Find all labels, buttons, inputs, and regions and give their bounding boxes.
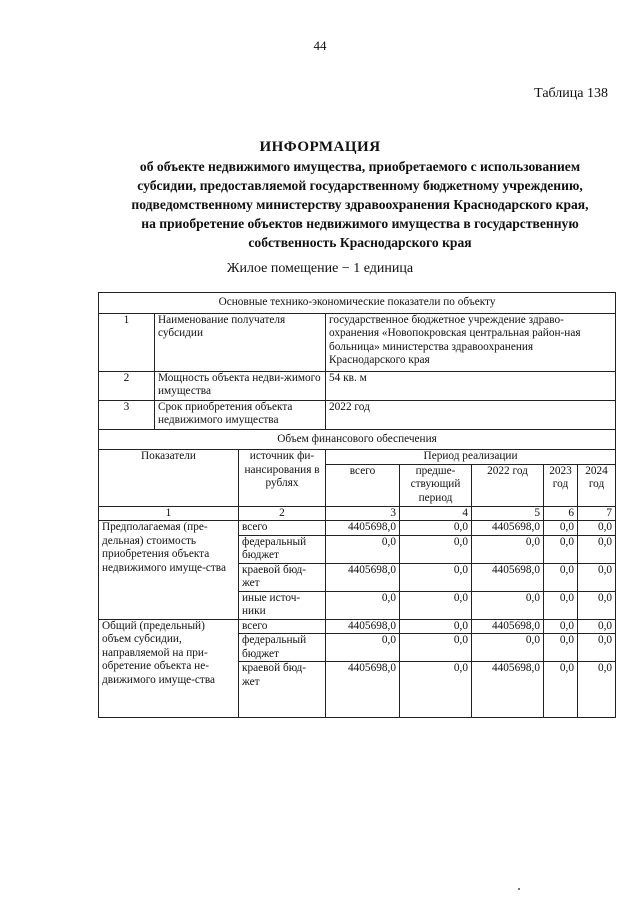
source-label: всего (239, 619, 326, 634)
value-2024: 0,0 (578, 619, 616, 634)
value-2024: 0,0 (578, 662, 616, 718)
value-previous: 0,0 (400, 521, 472, 536)
page-number: 44 (313, 38, 327, 53)
indicator-label: Предполагаемая (пре-дельная) стоимость приобретения объекта недвижимого имуще-ства (99, 521, 239, 620)
value-previous: 0,0 (400, 591, 472, 619)
value-2023: 0,0 (544, 634, 578, 662)
header-period: Период реализации (326, 450, 616, 465)
tech-row-number: 2 (99, 371, 155, 400)
value-previous: 0,0 (400, 619, 472, 634)
value-previous: 0,0 (400, 563, 472, 591)
column-number: 5 (472, 506, 544, 521)
finance-row (99, 619, 616, 634)
value-total: 0,0 (326, 591, 400, 619)
header-2022: 2022 год (472, 464, 544, 506)
tech-row (99, 313, 616, 371)
value-2024: 0,0 (578, 521, 616, 536)
source-label: краевой бюд-жет (239, 662, 326, 718)
column-number: 2 (239, 506, 326, 521)
value-previous: 0,0 (400, 662, 472, 718)
source-label: краевой бюд-жет (239, 563, 326, 591)
section-header-row (99, 293, 616, 314)
table-label: Таблица 138 (534, 86, 608, 101)
header-2024: 2024 год (578, 464, 616, 506)
tech-row-value: 2022 год (326, 400, 616, 429)
value-previous: 0,0 (400, 535, 472, 563)
value-2024: 0,0 (578, 535, 616, 563)
tech-row (99, 371, 616, 400)
value-2024: 0,0 (578, 591, 616, 619)
column-number: 4 (400, 506, 472, 521)
tech-row (99, 400, 616, 429)
value-2023: 0,0 (544, 619, 578, 634)
document-title: ИНФОРМАЦИЯ (259, 139, 381, 155)
tech-row-value: 54 кв. м (326, 371, 616, 400)
column-number: 3 (326, 506, 400, 521)
value-total: 0,0 (326, 535, 400, 563)
tech-row-number: 3 (99, 400, 155, 429)
value-2023: 0,0 (544, 591, 578, 619)
tech-row-number: 1 (99, 313, 155, 371)
scan-speck (518, 888, 520, 890)
value-2022: 4405698,0 (472, 662, 544, 718)
subtitle-line: собственность Краснодарского края (248, 235, 472, 250)
header-source: источник фи-нансирования в рублях (239, 450, 326, 507)
header-previous: предше-ствующий период (400, 464, 472, 506)
value-total: 4405698,0 (326, 619, 400, 634)
value-2024: 0,0 (578, 563, 616, 591)
tech-row-label: Мощность объекта недви-жимого имущества (155, 371, 326, 400)
section-header-row (99, 429, 616, 450)
value-2022: 0,0 (472, 634, 544, 662)
section-title-finance: Объем финансового обеспечения (99, 429, 616, 450)
section-title-tech: Основные технико-экономические показатели по объекту (99, 293, 616, 314)
column-number: 1 (99, 506, 239, 521)
document-subtitle (90, 157, 630, 252)
indicator-label: Общий (предельный) объем субсидии, направляемой на при-обретение объекта не-движимого имуще-ства (99, 619, 239, 718)
source-label: федеральный бюджет (239, 634, 326, 662)
value-2023: 0,0 (544, 662, 578, 718)
value-2024: 0,0 (578, 634, 616, 662)
value-total: 4405698,0 (326, 521, 400, 536)
column-number-row (99, 506, 616, 521)
column-number: 6 (544, 506, 578, 521)
value-2022: 4405698,0 (472, 521, 544, 536)
value-2022: 0,0 (472, 535, 544, 563)
value-2022: 0,0 (472, 591, 544, 619)
value-total: 4405698,0 (326, 662, 400, 718)
subtitle-line: об объекте недвижимого имущества, приобретаемого с использованием (139, 159, 581, 174)
source-label: федеральный бюджет (239, 535, 326, 563)
header-indicators: Показатели (99, 450, 239, 507)
subtitle-line: на приобретение объектов недвижимого имущества в государственную (141, 216, 579, 231)
value-2022: 4405698,0 (472, 563, 544, 591)
value-2022: 4405698,0 (472, 619, 544, 634)
subtitle-line: подведомственному министерству здравоохранения Краснодарского края, (131, 197, 589, 212)
value-2023: 0,0 (544, 563, 578, 591)
source-label: иные источ-ники (239, 591, 326, 619)
value-2023: 0,0 (544, 521, 578, 536)
unit-line: Жилое помещение − 1 единица (226, 261, 414, 276)
value-2023: 0,0 (544, 535, 578, 563)
value-total: 4405698,0 (326, 563, 400, 591)
tech-row-value: государственное бюджетное учреждение здраво-охранения «Новопокровская центральная район-ная больница» министерства здравоохранения Краснодарского края (326, 313, 616, 371)
value-total: 0,0 (326, 634, 400, 662)
header-total: всего (326, 464, 400, 506)
finance-row (99, 521, 616, 536)
value-previous: 0,0 (400, 634, 472, 662)
tech-row-label: Наименование получателя субсидии (155, 313, 326, 371)
finance-header-row (99, 450, 616, 465)
column-number: 7 (578, 506, 616, 521)
source-label: всего (239, 521, 326, 536)
info-table (98, 292, 616, 718)
header-2023: 2023 год (544, 464, 578, 506)
tech-row-label: Срок приобретения объекта недвижимого имущества (155, 400, 326, 429)
subtitle-line: субсидии, предоставляемой государственному бюджетному учреждению, (137, 178, 583, 193)
